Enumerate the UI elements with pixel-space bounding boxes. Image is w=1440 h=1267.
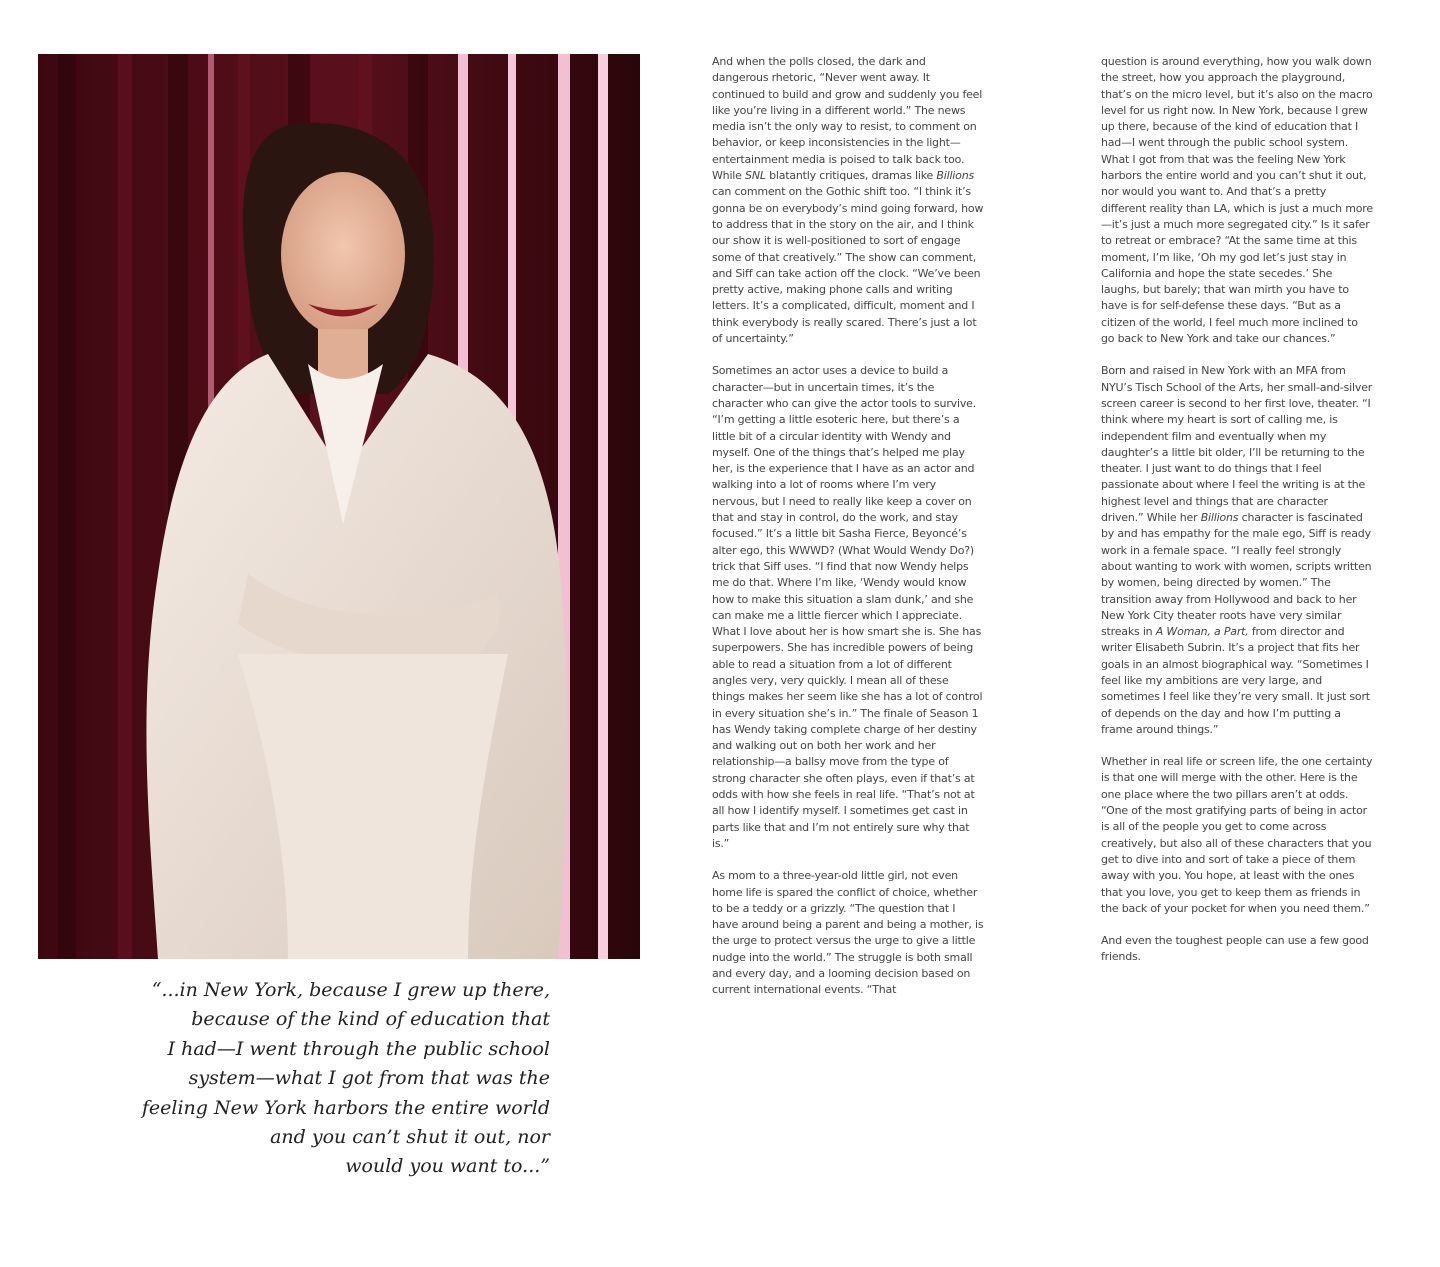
paragraph: And when the polls closed, the dark and dangerous rhetoric, “Never went away. It continued to build and grow and suddenly you feel like you’re living in a different world.” The news media isn’t the only way to resist, to comment on behavior, or keep inconsistencies in the light—entertainment media is poised to talk back too. While SNL blatantly critiques, dramas like Billions can comment on the Gothic shift too. “I think it’s gonna be on everybody’s mind going forward, how to address that in the story on the air, and I think our show it is well-positioned to sort of engage some of that creatively.” The show can comment, and Siff can take action off the clock. “We’ve been pretty active, making phone calls and writing letters. It’s a complicated, difficult, moment and I think everybody is really scared. There’s just a lot of uncertainty.”	[712, 55, 984, 346]
article-column-2	[1101, 54, 1373, 982]
paragraph: Sometimes an actor uses a device to build a character—but in uncertain times, it’s the character who can give the actor tools to survive. “I’m getting a little esoteric here, but there’s a little bit of a circular identity with Wendy and myself. One of the things that’s helped me play her, is the experience that I have as an actor and walking into a lot of rooms where I’m very nervous, but I need to really like keep a cover on that and stay in control, do the work, and stay focused.” It’s a little bit Sasha Fierce, Beyoncé’s alter ego, this WWWD? (What Would Wendy Do?) trick that Siff uses. “I find that now Wendy helps me do that. Where I’m like, ‘Wendy would know how to make this situation a slam dunk,’ and she can make me a little fiercer which I appreciate. What I love about her is how smart she is. She has superpowers. She has incredible powers of being able to read a situation from a lot of different angles very, very quickly. I mean all of these things makes her seem like she has a lot of control in every situation she’s in.” The finale of Season 1 has Wendy taking complete charge of her destiny and walking out on both her work and her relationship—a ballsy move from the type of strong character she often plays, even if that’s at odds with how she feels in real life. “That’s not at all how I identify myself. I sometimes get cast in parts like that and I’m not entirely sure why that is.”	[712, 364, 983, 850]
portrait-photo	[38, 54, 640, 959]
article-column-1	[712, 54, 984, 1015]
pull-quote-line: because of the kind of education that	[191, 1008, 550, 1031]
pull-quote-line: system—what I got from that was the	[188, 1067, 550, 1090]
paragraph: As mom to a three-year-old little girl, not even home life is spared the conflict of choice, whether to be a teddy or a grizzly. “The question that I have around being a parent and being a mother, is the urge to protect versus the urge to give a little nudge into the world.” The struggle is both small and every day, and a looming decision based on current international events. “That	[712, 869, 984, 997]
paragraph: Whether in real life or screen life, the one certainty is that one will merge with the other. Here is the one place where the two pillars aren’t at odds. “One of the most gratifying parts of being in actor is all of the people you get to come across creatively, but also all of these characters that you get to dive into and sort of take a piece of them away with you. You hope, at least with the ones that you love, you get to keep them as friends in the back of your pocket for when you need them.”	[1101, 755, 1373, 915]
paragraph: And even the toughest people can use a few good friends.	[1101, 934, 1369, 964]
pull-quote-line: would you want to...”	[345, 1155, 550, 1178]
pull-quote-line: and you can’t shut it out, nor	[270, 1126, 550, 1149]
paragraph: Born and raised in New York with an MFA from NYU’s Tisch School of the Arts, her small-and-silver screen career is second to her first love, theater. “I think where my heart is sort of calling me, is independent film and eventually when my daughter’s a little bit older, I’ll be returning to the theater. I just want to do things that I feel passionate about where I feel the writing is at the highest level and things that are character driven.” While her Billions character is fascinated by and has empathy for the male ego, Siff is ready work in a female space. “I really feel strongly about wanting to work with women, scripts written by women, being directed by women.” The transition away from Hollywood and back to her New York City theater roots have very similar streaks in A Woman, a Part, from director and writer Elisabeth Subrin. It’s a project that fits her goals in an almost biographical way. “Sometimes I feel like my ambitions are very large, and sometimes I feel like they’re very small. It just sort of depends on the day and how I’m putting a frame around things.”	[1101, 364, 1373, 736]
paragraph: question is around everything, how you walk down the street, how you approach the playground, that’s on the micro level, but it’s also on the macro level for us right now. In New York, because I grew up there, because of the kind of education that I had—I went through the public school system. What I got from that was the feeling New York harbors the entire world and you can’t shut it out, nor would you want to. And that’s a pretty different reality than LA, which is just a much more—it’s just a much more segregated city.” Is it safer to retreat or embrace? “At the same time at this moment, I’m like, ‘Oh my god let’s just stay in California and hope the state secedes.’ She laughs, but barely; that wan mirth you have to have is for self-defense these days. “But as a citizen of the world, I feel much more inclined to go back to New York and take our chances.”	[1101, 55, 1373, 346]
pull-quote-line: “...in New York, because I grew up there,	[151, 979, 550, 1001]
pull-quote	[80, 976, 550, 1182]
pull-quote-line: I had—I went through the public school	[167, 1037, 550, 1060]
portrait-illustration	[38, 54, 640, 959]
pull-quote-line: feeling New York harbors the entire world	[141, 1096, 550, 1119]
